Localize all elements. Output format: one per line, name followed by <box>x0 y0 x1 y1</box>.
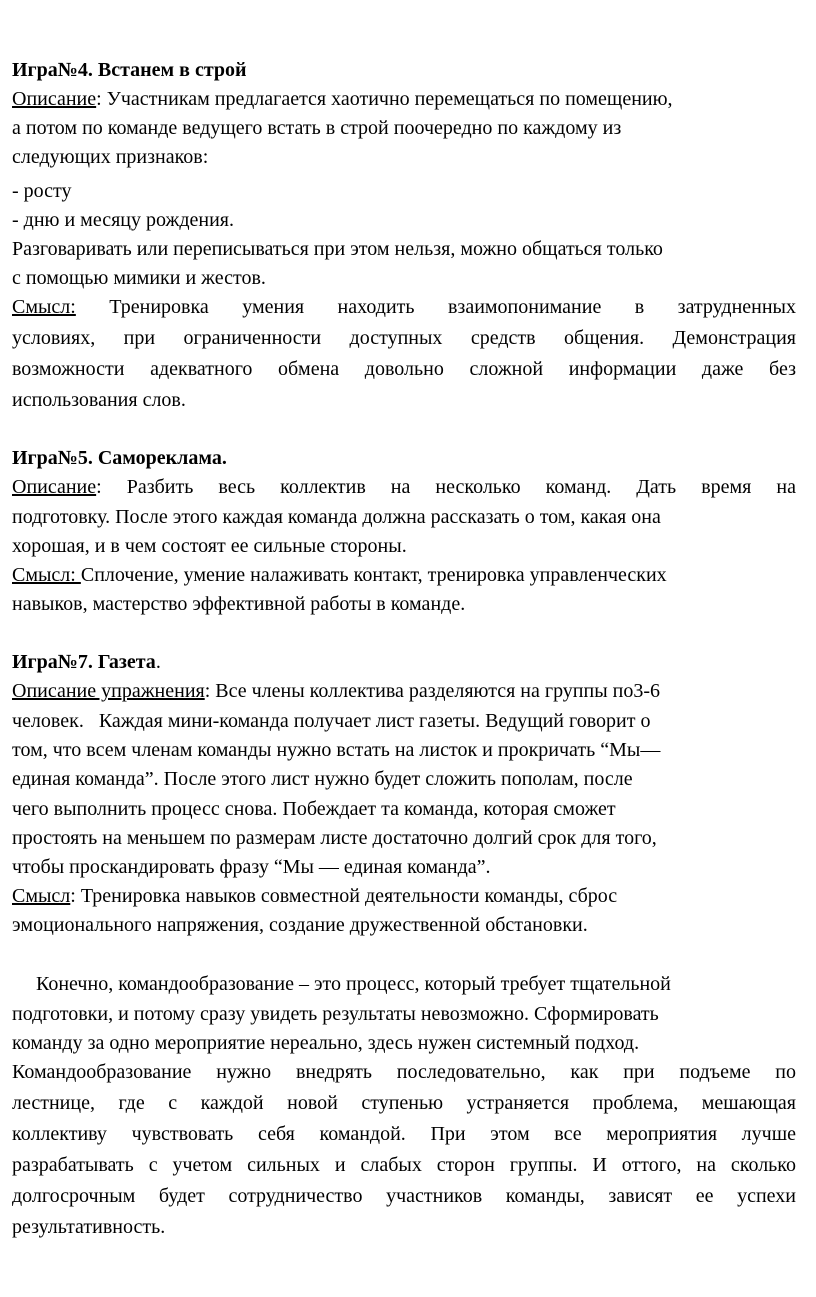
conclusion-text-line: подготовки, и потому сразу увидеть результаты невозможно. Сформировать <box>12 1003 659 1025</box>
game5-title: Игра№5. Самореклама. <box>12 447 227 469</box>
description-label: Описание <box>12 88 97 110</box>
conclusion-text-line: команду за одно мероприятие нереально, здесь нужен системный подход. <box>12 1032 640 1054</box>
game4-text-line: Разговаривать или переписываться при этом нельзя, можно общаться только <box>12 238 663 260</box>
game7-text-line: простоять на меньшем по размерам листе достаточно долгий срок для того, <box>12 827 657 849</box>
conclusion-text-line: разрабатывать с учетом сильных и слабых сторон группы. И оттого, на сколько <box>12 1154 796 1176</box>
game4-text-line: а потом по команде ведущего встать в строй поочередно по каждому из <box>12 117 622 139</box>
sense-label: Смысл <box>12 885 71 907</box>
game4-sense-line: Смысл: Тренировка умения находить взаимопонимание в затрудненных <box>12 296 796 318</box>
description-label: Описание упражнения <box>12 680 205 702</box>
game4-text-line: с помощью мимики и жестов. <box>12 267 266 289</box>
game7-sense-line: Смысл: Тренировка навыков совместной деятельности команды, сброс <box>12 885 618 907</box>
conclusion-text-line: результативность. <box>12 1216 166 1238</box>
conclusion-text-line: долгосрочным будет сотрудничество участников команды, зависят ее успехи <box>12 1185 796 1207</box>
game7-text-line: том, что всем членам команды нужно встать на листок и прокричать “Мы— <box>12 739 661 761</box>
conclusion-text-line: коллективу чувствовать себя командой. При этом все мероприятия лучше <box>12 1123 796 1145</box>
description-label: Описание <box>12 476 97 498</box>
game4-title: Игра№4. Встанем в строй <box>12 59 247 81</box>
game4-text-line: возможности адекватного обмена довольно сложной информации даже без <box>12 358 796 380</box>
game5-text-line: навыков, мастерство эффективной работы в команде. <box>12 593 466 615</box>
game5-text-line: хорошая, и в чем состоят ее сильные стороны. <box>12 535 407 557</box>
game7-text-line: эмоционального напряжения, создание дружественной обстановки. <box>12 914 588 936</box>
game7-description-line: Описание упражнения: Все члены коллектива разделяются на группы по3-6 <box>12 680 661 702</box>
game7-text-line: чего выполнить процесс снова. Побеждает та команда, которая сможет <box>12 798 616 820</box>
game5-text-line: подготовку. После этого каждая команда должна рассказать о том, какая она <box>12 506 661 528</box>
game4-text-line: следующих признаков: <box>12 146 209 168</box>
sense-label: Смысл: <box>12 564 81 586</box>
game7-text-line: единая команда”. После этого лист нужно будет сложить пополам, после <box>12 768 633 790</box>
conclusion-text-line: лестнице, где с каждой новой ступенью устраняется проблема, мешающая <box>12 1092 796 1114</box>
game5-sense-line: Смысл: Сплочение, умение налаживать контакт, тренировка управленческих <box>12 564 667 586</box>
game4-description-line: Описание: Участникам предлагается хаотично перемещаться по помещению, <box>12 88 673 110</box>
game7-text-line: чтобы проскандировать фразу “Мы — единая команда”. <box>12 856 491 878</box>
sense-label: Смысл: <box>12 296 76 318</box>
game7-text-line: человек. Каждая мини-команда получает лист газеты. Ведущий говорит о <box>12 710 651 732</box>
game5-description-line: Описание: Разбить весь коллектив на несколько команд. Дать время на <box>12 476 796 498</box>
game4-text-line: условиях, при ограниченности доступных средств общения. Демонстрация <box>12 327 796 349</box>
game4-list-item: - росту <box>12 180 72 202</box>
game4-list-item: - дню и месяцу рождения. <box>12 209 234 231</box>
game7-title: Игра№7. Газета. <box>12 651 161 673</box>
conclusion-text-line: Командообразование нужно внедрять последовательно, как при подъеме по <box>12 1061 796 1083</box>
game4-text-line: использования слов. <box>12 389 186 411</box>
conclusion-paragraph-line: Конечно, командообразование – это процесс, который требует тщательной <box>36 973 671 995</box>
